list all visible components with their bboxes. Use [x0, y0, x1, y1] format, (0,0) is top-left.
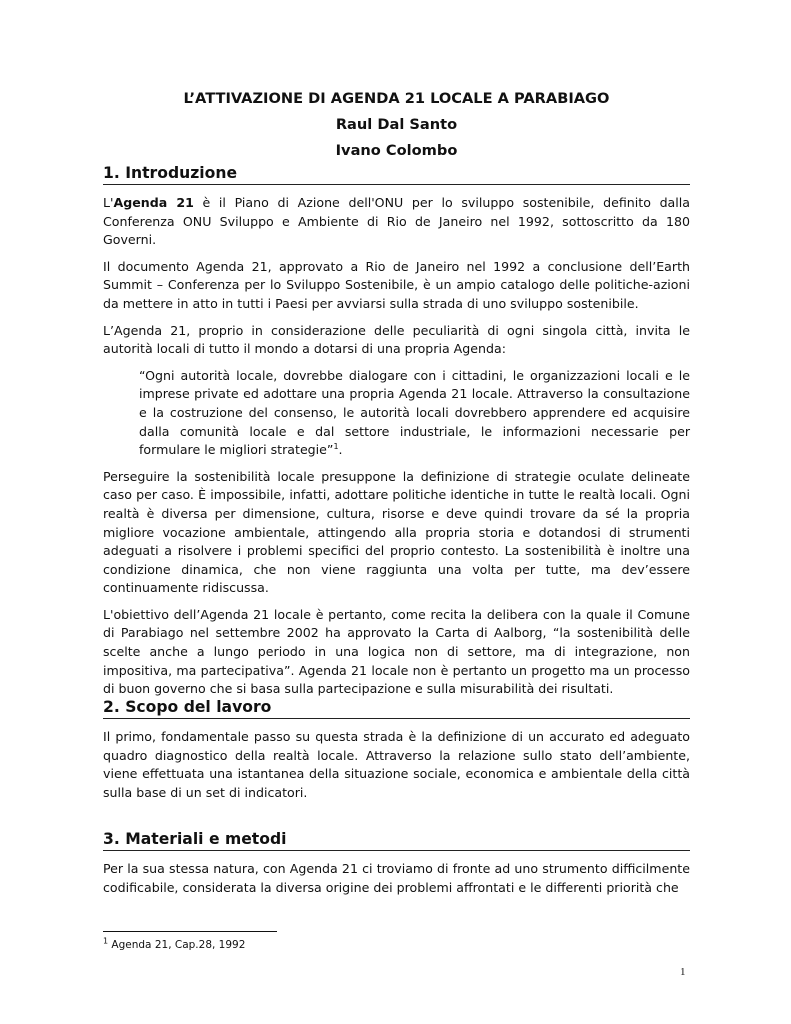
- paragraph-text: è il Piano di Azione dell'ONU per lo sviluppo sostenibile, definito dalla Conferenza ONU Sviluppo e Ambiente di Rio de Janeiro nel 1992, sottoscritto da 180 Governi.: [103, 195, 690, 248]
- paragraph: L'obiettivo dell’Agenda 21 locale è pertanto, come recita la delibera con la quale il Comune di Parabiago nel settembre 2002 ha approvato la Carta di Aalborg, “la sostenibilità delle scelte anche a lungo periodo in una logica non di settore, ma di integrazione, non impositiva, ma partecipativa”. Agenda 21 locale non è pertanto un progetto ma un processo di buon governo che si basa sulla partecipazione e sulla misurabilità dei risultati.: [103, 606, 690, 697]
- quote-text: .: [338, 442, 343, 458]
- document-title: L’ATTIVAZIONE DI AGENDA 21 LOCALE A PARABIAGO: [183, 90, 610, 107]
- paragraph: L’Agenda 21, proprio in considerazione delle peculiarità di ogni singola città, invita le autorità locali di tutto il mondo a dotarsi di una propria Agenda:: [103, 322, 690, 357]
- block-quote: [139, 367, 690, 460]
- paragraph: Il documento Agenda 21, approvato a Rio de Janeiro nel 1992 a conclusione dell’Earth Summit – Conferenza per lo Sviluppo Sostenibile, è un ampio catalogo delle politiche-azioni da mettere in atto in tutti i Paesi per avviarsi sulla strada di uno sviluppo sostenibile.: [103, 258, 690, 311]
- author-name: Ivano Colombo: [335, 142, 458, 159]
- section-heading: 3. Materiali e metodi: [103, 829, 690, 851]
- paragraph: [103, 194, 690, 250]
- paragraph: Per la sua stessa natura, con Agenda 21 ci troviamo di fronte ad uno strumento difficilmente codificabile, considerata la diversa origine dei problemi affrontati e le differenti priorità che: [103, 861, 690, 895]
- paragraph-text: L': [103, 195, 114, 210]
- paragraph: Perseguire la sostenibilità locale presuppone la definizione di strategie oculate delineate caso per caso. È impossibile, infatti, adottare politiche identiche in tutte le realtà locali. Ogni realtà è diversa per dimensione, cultura, risorse e deve quindi trovare da sé la propria migliore vocazione ambientale, attingendo alla propria storia e dotandosi di strumenti adeguati a risolvere i problemi specifici del proprio contesto. La sostenibilità è inoltre una condizione dinamica, che non viene raggiunta una volta per tutte, ma dev’essere continuamente ridiscussa.: [103, 468, 690, 596]
- section-heading: 2. Scopo del lavoro: [103, 697, 690, 719]
- quote-text: “Ogni autorità locale, dovrebbe dialogare con i cittadini, le organizzazioni locali e le imprese private ed adottare una propria Agenda 21 locale. Attraverso la consultazione e la costruzione del consenso, le autorità locali dovrebbero apprendere ed acquisire dalla comunità locale e dal settore industriale, le informazioni necessarie per formulare le migliori strategie”: [139, 367, 690, 458]
- section-scopo: [103, 697, 690, 810]
- footnote-marker: 1: [103, 936, 109, 946]
- footnote: [103, 938, 245, 952]
- section-materiali: [103, 829, 690, 905]
- footnote-reference: 1: [333, 441, 339, 451]
- section-introduzione: [103, 163, 690, 707]
- page-number: 1: [680, 966, 686, 978]
- title-block: [103, 86, 690, 164]
- paragraph: Il primo, fondamentale passo su questa strada è la definizione di un accurato ed adeguato quadro diagnostico della realtà locale. Attraverso la relazione sullo stato dell’ambiente, viene effettuata una istantanea della situazione sociale, economica e ambientale della città sulla base di un set di indicatori.: [103, 729, 690, 800]
- bold-term: Agenda 21: [113, 195, 194, 210]
- footnote-separator: [103, 931, 277, 932]
- author-name: Raul Dal Santo: [335, 116, 458, 133]
- section-heading: 1. Introduzione: [103, 163, 690, 185]
- footnote-text: Agenda 21, Cap.28, 1992: [108, 939, 246, 951]
